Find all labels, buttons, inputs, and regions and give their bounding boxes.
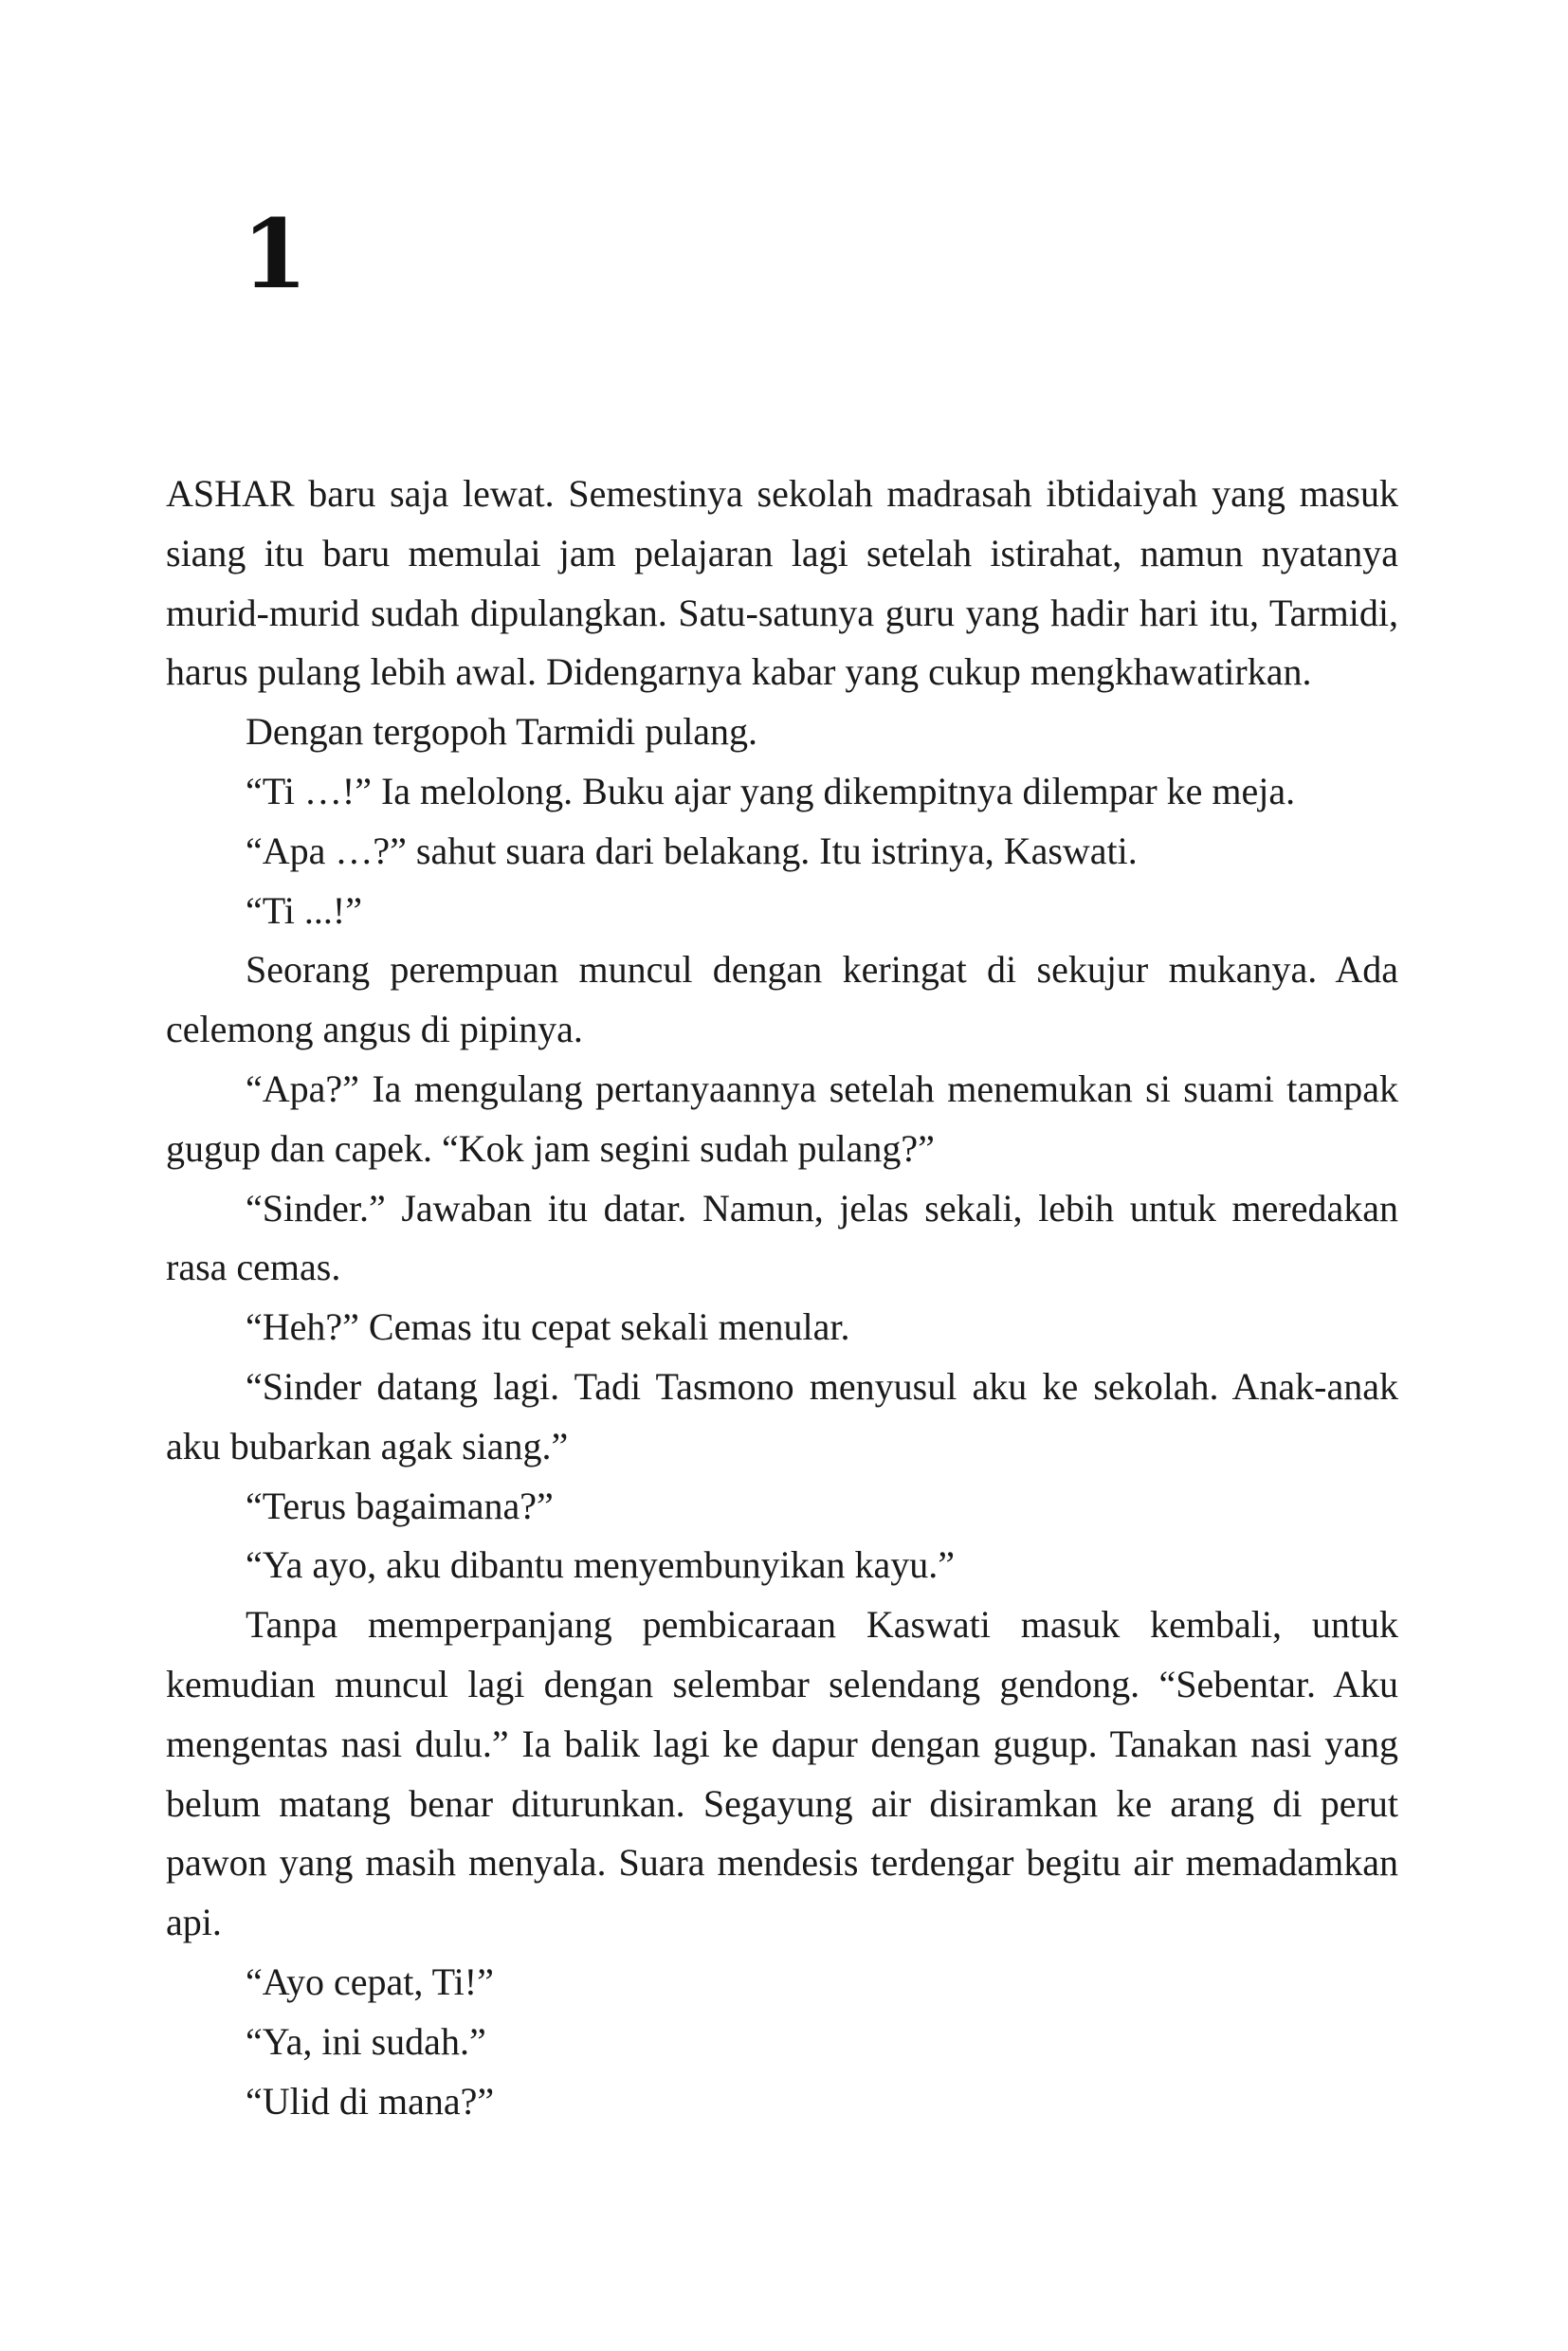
paragraph: “Heh?” Cemas itu cepat sekali menular. xyxy=(246,1305,850,1349)
paragraph: “Ya ayo, aku dibantu menyembunyikan kayu.” xyxy=(246,1543,955,1587)
paragraph: “Terus bagaimana?” xyxy=(246,1484,554,1527)
chapter-number: 1 xyxy=(242,198,308,310)
paragraph: “Apa …?” sahut suara dari belakang. Itu istrinya, Kaswati. xyxy=(246,829,1138,872)
paragraph: ASHAR baru saja lewat. Semestinya sekolah madrasah ibtidaiyah yang masuk siang itu baru memulai jam pelajaran lagi setelah istirahat, namun nyatanya murid-murid sudah dipulangkan. Satu-satunya guru yang hadir hari itu, Tarmidi, harus pulang lebih awal. Didengarnya kabar yang cukup mengkhawatirkan. xyxy=(166,472,1398,694)
paragraph: “Sinder.” Jawaban itu datar. Namun, jelas sekali, lebih untuk meredakan rasa cemas. xyxy=(166,1186,1398,1289)
paragraph: “Ulid di mana?” xyxy=(246,2079,495,2123)
paragraph: “Apa?” Ia mengulang pertanyaannya setelah menemukan si suami tampak gugup dan capek. “Kok jam segini sudah pulang?” xyxy=(166,1066,1398,1170)
paragraph: “Ti …!” Ia melolong. Buku ajar yang dikempitnya dilempar ke meja. xyxy=(246,769,1296,812)
chapter-body xyxy=(166,465,1398,2131)
paragraph: “Sinder datang lagi. Tadi Tasmono menyusul aku ke sekolah. Anak-anak aku bubarkan agak siang.” xyxy=(166,1364,1398,1467)
paragraph: Seorang perempuan muncul dengan keringat di sekujur mukanya. Ada celemong angus di pipinya. xyxy=(166,948,1398,1051)
paragraph: “Ti ...!” xyxy=(246,888,362,932)
paragraph: “Ayo cepat, Ti!” xyxy=(246,1959,494,2003)
paragraph: “Ya, ini sudah.” xyxy=(246,2019,486,2063)
paragraph: Dengan tergopoh Tarmidi pulang. xyxy=(246,710,758,754)
paragraph: Tanpa memperpanjang pembicaraan Kaswati masuk kembali, untuk kemudian muncul lagi dengan selembar selendang gendong. “Sebentar. Aku mengentas nasi dulu.” Ia balik lagi ke dapur dengan gugup. Tanakan nasi yang belum matang benar diturunkan. Segayung air disiramkan ke arang di perut pawon yang masih menyala. Suara mendesis terdengar begitu air memadamkan api. xyxy=(166,1603,1398,1944)
